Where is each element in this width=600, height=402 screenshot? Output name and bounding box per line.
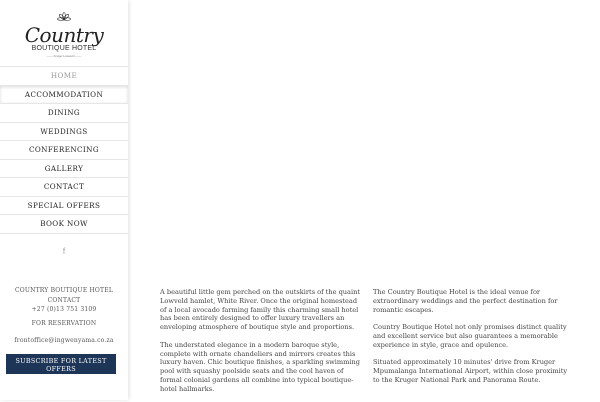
nav-item-conferencing[interactable]: CONFERENCING (0, 140, 128, 159)
nav-item-weddings[interactable]: WEDDINGS (0, 122, 128, 141)
intro-paragraph: Country Boutique Hotel not only promises distinct quality and excellent service but also guarantees a memorable experience in style, grace and opulence. (373, 323, 567, 349)
nav-item-home[interactable]: HOME (0, 66, 128, 85)
logo-tagline: —— Kruger Lowveld —— (46, 54, 82, 58)
intro-paragraph: The understated elegance in a modern baroque style, complete with ornate chandeliers and mirrors creates this luxury haven. Chic boutique finishes, a sparkling swimming pool with squashy poolside seats and the cool haven of formal colonial gardens all combine into typical boutique-hotel hallmarks. (160, 340, 360, 393)
nav-item-book-now[interactable]: BOOK NOW (0, 214, 128, 234)
logo-wordmark: Country (24, 23, 104, 47)
contact-reservation: FOR RESERVATION (31, 319, 97, 327)
intro-paragraph: A beautiful little gem perched on the outskirts of the quaint Lowveld hamlet, White River. Once the original homestead of a local avocado farming family this charming small hotel has been entirely designed to offer luxury travellers an enveloping atmosphere of boutique style and proportions. (160, 288, 360, 332)
nav-item-contact[interactable]: CONTACT (0, 177, 128, 196)
intro-column-right (373, 288, 573, 394)
subscribe-button[interactable]: SUBSCRIBE FOR LATEST OFFERS (6, 354, 116, 374)
contact-title: COUNTRY BOUTIQUE HOTEL CONTACT (14, 287, 114, 304)
contact-block (0, 286, 128, 346)
nav-item-special-offers[interactable]: SPECIAL OFFERS (0, 196, 128, 215)
nav-item-accommodation[interactable]: ACCOMMODATION (0, 85, 128, 104)
nav-item-gallery[interactable]: GALLERY (0, 159, 128, 178)
intro-column-left (160, 288, 360, 402)
hotel-logo[interactable] (18, 12, 110, 60)
sidebar (0, 0, 128, 400)
intro-paragraph: The Country Boutique Hotel is the ideal venue for extraordinary weddings and the perfect destination for romantic escapes. (373, 288, 558, 314)
facebook-icon[interactable]: f (62, 246, 66, 256)
logo-subtitle: BOUTIQUE HOTEL (31, 45, 97, 52)
contact-email[interactable]: frontoffice@ingwenyama.co.za (14, 337, 114, 344)
main-nav (0, 66, 128, 234)
intro-paragraph: Situated approximately 10 minutes' drive from Kruger Mpumalanga International Airport, within close proximity to the Kruger National Park and Panorama Route. (373, 358, 568, 384)
nav-item-dining[interactable]: DINING (0, 103, 128, 122)
contact-phone[interactable]: +27 (0)13 751 3109 (31, 306, 97, 313)
